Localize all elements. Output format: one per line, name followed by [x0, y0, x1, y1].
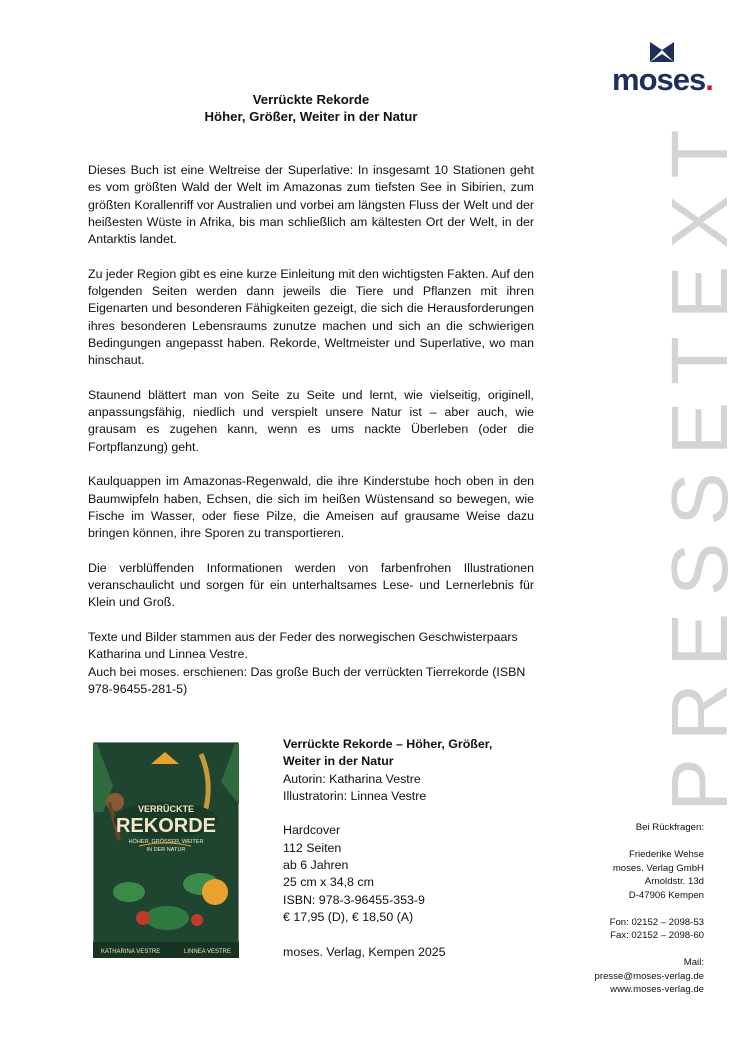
paragraph: Die verblüffenden Informationen werden von farbenfrohen Illustrationen veranschaulicht und sorgen für ein unterhaltsames Lese- und Lernerlebnis für Klein und Groß.	[88, 560, 534, 610]
book-illustrator: Illustratorin: Linnea Vestre	[283, 788, 427, 803]
cover-illustrator: LINNEA VESTRE	[183, 949, 231, 955]
paragraph: Zu jeder Region gibt es eine kurze Einleitung mit den wichtigsten Fakten. Auf den folgenden Seiten werden dann jeweils die Tiere und Pflanzen mit ihren Eigenarten und besonderen Fähigkeiten gezeigt, die sich die Herausforderungen ihres besonderen Lebensraums zunutze machen und sich an die schwierigen Bedingungen angepasst haben. Rekorde, Weltmeister und Superlative, wo man hinschaut.	[88, 266, 534, 368]
pressetext-label: PRESSETEXT	[655, 112, 744, 812]
contact-block	[484, 821, 704, 997]
paragraph-authors: Texte und Bilder stammen aus der Feder des norwegischen Geschwisterpaars Katharina und Linnea Vestre.	[88, 630, 518, 662]
paragraph: Kaulquappen im Amazonas-Regenwald, die ihre Kinderstube hoch oben in den Baumwipfeln haben, Echsen, die sich im heißen Wüstensand so bewegen, wie Fische im Wasser, oder fiese Pilze, die Ameisen auf grausame Weise dazu bringen können, ihre Sporen zu transportieren.	[88, 474, 534, 541]
paragraph: Staunend blättert man von Seite zu Seite und lernt, wie vielseitig, originell, anpassungsfähig, niedlich und verspielt unsere Natur ist – aber auch, wie grausam es zugehen kann, wenn es ums nackte Überleben (oder die Fortpflanzung) geht.	[88, 387, 534, 454]
book-publisher: moses. Verlag, Kempen 2025	[283, 944, 446, 959]
book-title-line-2: Weiter in der Natur	[283, 754, 394, 769]
cover-subtitle-1: HÖHER, GRÖSSER, WEITER	[128, 839, 204, 845]
contact-name: Friederike Wehse	[628, 849, 704, 860]
paragraph-also-published: Auch bei moses. erschienen: Das große Buch der verrückten Tierrekorde (ISBN 978-96455-281-5)	[88, 664, 526, 696]
contact-fax: Fax: 02152 – 2098-60	[610, 930, 704, 941]
contact-street: Arnoldstr. 13d	[644, 876, 704, 887]
book-isbn: ISBN: 978-3-96455-353-9	[283, 892, 425, 907]
contact-phone: Fon: 02152 – 2098-53	[609, 916, 704, 928]
title-line-2: Höher, Größer, Weiter in der Natur	[204, 109, 418, 124]
book-price: € 17,95 (D), € 18,50 (A)	[283, 909, 414, 924]
title-line-1: Verrückte Rekorde	[252, 92, 370, 107]
book-cover-image	[93, 742, 239, 958]
cover-author: KATHARINA VESTRE	[101, 949, 161, 955]
moses-logo	[612, 40, 722, 100]
cover-title-top: VERRÜCKTE	[137, 804, 195, 814]
contact-website[interactable]: www.moses-verlag.de	[610, 984, 704, 995]
book-size: 25 cm x 34,8 cm	[283, 875, 374, 890]
contact-company: moses. Verlag GmbH	[612, 862, 704, 874]
contact-mail-label: Mail:	[683, 957, 704, 968]
book-title-line-1: Verrückte Rekorde – Höher, Größer,	[283, 737, 493, 751]
cover-subtitle-2: IN DER NATUR	[146, 847, 186, 853]
contact-email[interactable]: presse@moses-verlag.de	[594, 970, 704, 982]
book-age: ab 6 Jahren	[283, 858, 349, 873]
logo-wordmark: moses.	[612, 62, 713, 97]
book-pages: 112 Seiten	[283, 840, 342, 855]
paragraph: Dieses Buch ist eine Weltreise der Superlative: In insgesamt 10 Stationen geht es vom größten Wald der Welt im Amazonas zum tiefsten See in Sibirien, zum größten Korallenriff vor Australien und vorbei am längsten Fluss der Welt und der heißesten Wüste in Afrika, bis man schließlich am kältesten Ort der Welt, in der Antarktis landet.	[88, 163, 534, 247]
logo-mark-icon	[648, 40, 676, 64]
contact-city: D-47906 Kempen	[628, 889, 704, 901]
contact-heading: Bei Rückfragen:	[635, 822, 704, 833]
page-title	[88, 91, 534, 125]
book-format: Hardcover	[283, 823, 341, 838]
book-author: Autorin: Katharina Vestre	[283, 771, 421, 786]
press-body	[88, 162, 534, 698]
cover-title-main: REKORDE	[115, 815, 217, 837]
